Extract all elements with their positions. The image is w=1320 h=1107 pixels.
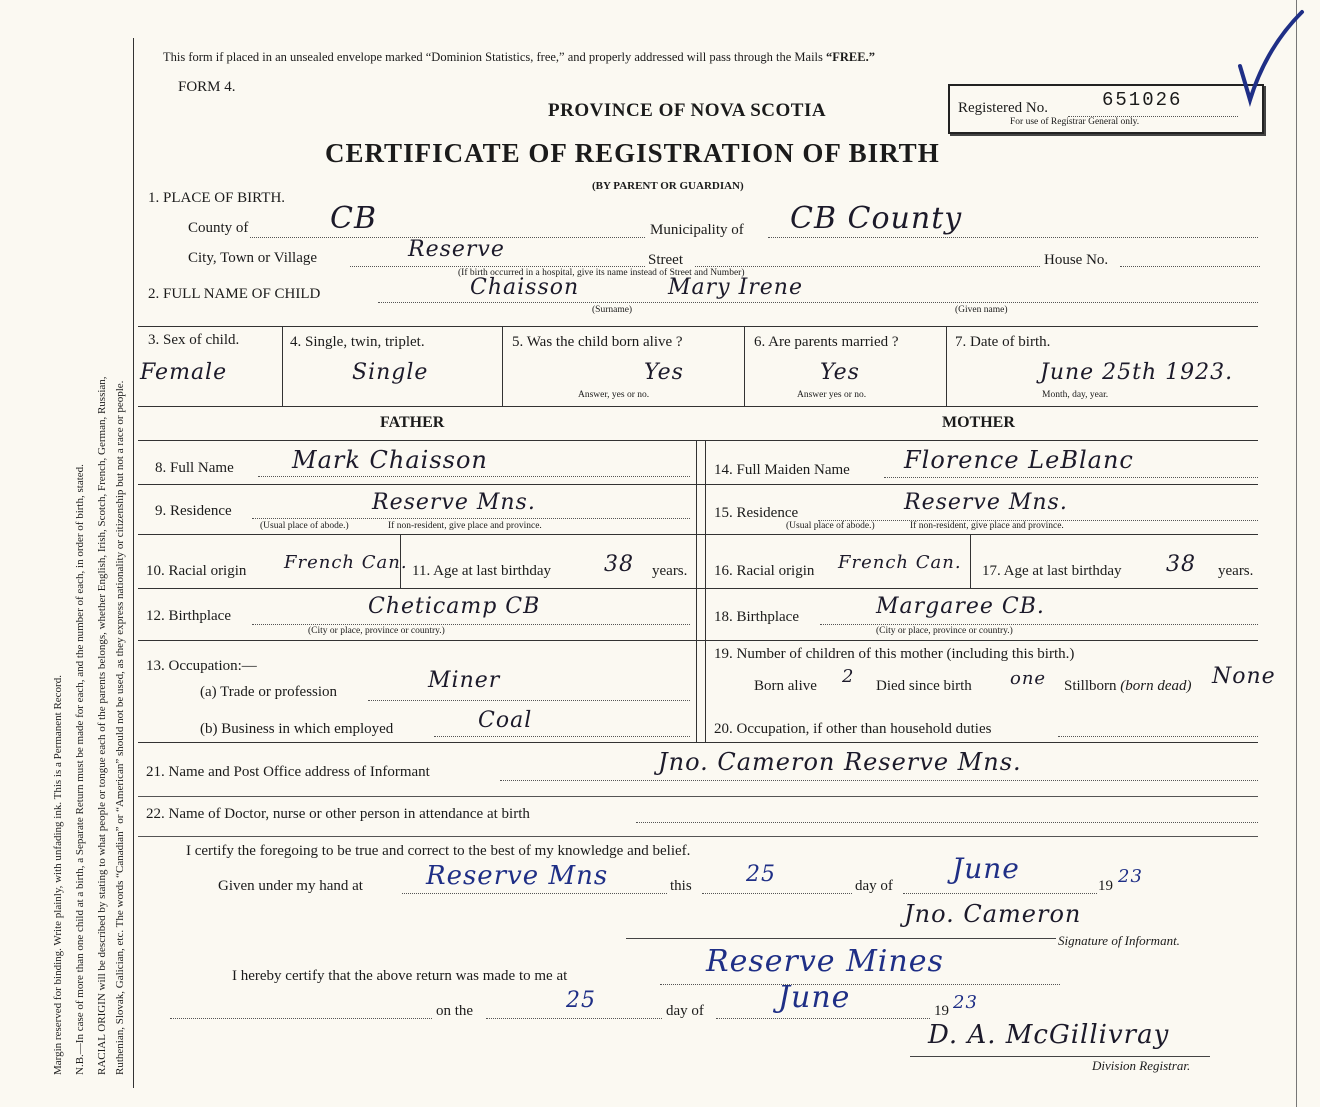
child-surname: Chaisson — [470, 275, 580, 300]
place-of-birth-label: 1. PLACE OF BIRTH. — [148, 190, 286, 206]
form-number: FORM 4. — [178, 79, 236, 95]
given-month: June — [952, 852, 1020, 885]
margin-note-2: N.B.—In case of more than one child at a birth, a Separate Return must be made for each, and the number of each, in order of birth, stated. — [74, 464, 86, 1075]
postal-note: This form if placed in an unsealed envelope marked “Dominion Statistics, free,” and properly addressed will pass through the Mails “FREE.” — [163, 50, 875, 64]
given-day: 25 — [746, 862, 776, 887]
father-racial-value: French Can. — [284, 552, 408, 573]
alive-value: Yes — [644, 360, 684, 385]
registered-note: For use of Registrar General only. — [1010, 117, 1140, 127]
month-line — [903, 893, 1097, 894]
street-label: Street — [648, 252, 683, 268]
mother-birthplace-line — [820, 624, 1258, 625]
given-label: Given under my hand at — [218, 878, 363, 894]
occupation-label: 13. Occupation:— — [146, 658, 257, 674]
mother-occupation-line — [1058, 736, 1258, 737]
trade-label: (a) Trade or profession — [200, 684, 338, 700]
informant-signature-line — [626, 938, 1056, 939]
mother-name-value: Florence LeBlanc — [904, 446, 1134, 474]
municipality-value: CB County — [790, 201, 963, 236]
born-alive-label: Born alive — [754, 678, 817, 694]
house-label: House No. — [1044, 252, 1109, 268]
informant-line — [500, 780, 1258, 781]
city-label: City, Town or Village — [188, 250, 318, 266]
informant-label: 21. Name and Post Office address of Informant — [146, 764, 430, 780]
sex-label: 3. Sex of child. — [148, 332, 240, 348]
father-residence-value: Reserve Mns. — [372, 490, 536, 515]
rule-informant — [138, 796, 1258, 797]
mother-age-label: 17. Age at last birthday — [982, 563, 1122, 579]
margin-note-3: RACIAL ORIGIN will be described by stating to what people or tongue each of the parents belongs, whether English, Irish, Scotch, French, German, Russian, — [96, 376, 108, 1075]
page-subtitle: (BY PARENT OR GUARDIAN) — [592, 180, 744, 192]
father-residence-line — [252, 518, 690, 519]
day-of-label-2: day of — [666, 1003, 704, 1019]
mother-name-line — [884, 477, 1258, 478]
children-label: 19. Number of children of this mother (including this birth.) — [714, 646, 1075, 662]
day-of-label: day of — [855, 878, 893, 894]
rule-age-m — [970, 534, 971, 588]
father-birthplace-caption: (City or place, province or country.) — [308, 626, 445, 636]
rule-row3-v3 — [744, 326, 745, 406]
sex-value: Female — [140, 360, 228, 385]
mother-birthplace-value: Margaree CB. — [876, 594, 1045, 619]
on-month-line — [716, 1018, 930, 1019]
surname-caption: (Surname) — [592, 305, 633, 315]
mother-birthplace-caption: (City or place, province or country.) — [876, 626, 1013, 636]
registered-box — [948, 84, 1264, 134]
dob-caption: Month, day, year. — [1042, 390, 1109, 400]
business-value: Coal — [478, 708, 533, 733]
mother-residence-value: Reserve Mns. — [904, 490, 1068, 515]
municipality-line — [768, 237, 1258, 238]
on-left-line — [170, 1018, 432, 1019]
rule-row3-bottom — [138, 406, 1258, 407]
rule-p4 — [138, 640, 1258, 641]
died-label: Died since birth — [876, 678, 972, 694]
registrar-signature: D. A. McGillivray — [928, 1020, 1170, 1050]
rule-bottom-parents — [138, 742, 1258, 743]
mother-name-label: 14. Full Maiden Name — [714, 462, 850, 478]
single-value: Single — [352, 360, 429, 385]
county-value: CB — [330, 201, 377, 236]
rule-parent-divider2 — [705, 440, 706, 742]
rule-parent-divider — [696, 440, 697, 742]
child-given-name: Mary Irene — [668, 275, 803, 300]
father-birthplace-value: Cheticamp CB — [368, 594, 541, 619]
mother-occupation-label: 20. Occupation, if other than household duties — [714, 721, 992, 737]
certify-text: I certify the foregoing to be true and correct to the best of my knowledge and belief. — [186, 843, 691, 859]
mother-usual-caption: (Usual place of abode.) — [786, 521, 875, 531]
dob-value: June 25th 1923. — [1040, 360, 1234, 385]
rule-parent-head — [138, 440, 1258, 441]
married-label: 6. Are parents married ? — [754, 334, 899, 350]
father-residence-label: 9. Residence — [155, 503, 232, 519]
hereby-place: Reserve Mines — [706, 944, 944, 979]
signature-caption: Signature of Informant. — [1058, 933, 1180, 948]
mother-years: years. — [1218, 563, 1254, 579]
father-heading: FATHER — [380, 414, 445, 431]
rule-row3-v2 — [502, 326, 503, 406]
rule-doctor — [138, 836, 1258, 837]
rule-row3-v1 — [282, 326, 283, 406]
father-name-label: 8. Full Name — [155, 460, 234, 476]
on-month: June — [778, 980, 851, 1015]
doctor-line — [636, 822, 1258, 823]
year-prefix-2: 19 — [934, 1003, 949, 1019]
margin-rule — [133, 38, 134, 1088]
on-year: 23 — [953, 992, 978, 1013]
informant-value: Jno. Cameron Reserve Mns. — [658, 748, 1022, 776]
born-alive-value: 2 — [842, 666, 855, 687]
checkmark-icon — [1236, 8, 1306, 112]
given-year: 23 — [1118, 866, 1143, 887]
single-label: 4. Single, twin, triplet. — [290, 334, 425, 350]
day-line — [702, 893, 852, 894]
registered-number: 651026 — [1102, 89, 1183, 111]
died-value: one — [1010, 668, 1047, 689]
father-nonres-caption: If non-resident, give place and province. — [388, 521, 542, 531]
on-day-line — [486, 1018, 662, 1019]
married-value: Yes — [820, 360, 860, 385]
hospital-note: (If birth occurred in a hospital, give its name instead of Street and Number) — [458, 268, 745, 278]
stillborn-value: None — [1212, 664, 1276, 689]
year-prefix: 19 — [1098, 878, 1113, 894]
father-racial-label: 10. Racial origin — [146, 563, 247, 579]
mother-age-value: 38 — [1166, 552, 1196, 577]
mother-racial-label: 16. Racial origin — [714, 563, 815, 579]
margin-note-4: Ruthenian, Slovak, Galician, etc. The words “Canadian” or “American” should not be used, as they express nationality or citizenship but not a race or people. — [114, 380, 126, 1075]
father-birthplace-label: 12. Birthplace — [146, 608, 231, 624]
page-title: CERTIFICATE OF REGISTRATION OF BIRTH — [325, 138, 940, 168]
father-name-line — [258, 476, 690, 477]
city-value: Reserve — [408, 237, 505, 262]
city-line — [350, 266, 645, 267]
rule-p1 — [138, 484, 1258, 485]
municipality-label: Municipality of — [650, 222, 744, 238]
mother-racial-value: French Can. — [838, 552, 962, 573]
father-age-value: 38 — [604, 552, 634, 577]
registrar-signature-line — [910, 1056, 1210, 1057]
father-years: years. — [652, 563, 688, 579]
county-label: County of — [188, 220, 249, 236]
this-label: this — [670, 878, 692, 894]
business-line — [434, 736, 690, 737]
province-heading: PROVINCE OF NOVA SCOTIA — [548, 100, 827, 121]
mother-residence-label: 15. Residence — [714, 505, 799, 521]
street-line — [695, 266, 1040, 267]
registered-label: Registered No. — [958, 100, 1048, 116]
hereby-line — [660, 984, 1060, 985]
house-line — [1120, 266, 1260, 267]
rule-row3-top — [138, 326, 1258, 327]
informant-signature: Jno. Cameron — [904, 900, 1082, 928]
father-name-value: Mark Chaisson — [292, 446, 488, 474]
trade-line — [368, 700, 690, 701]
given-place: Reserve Mns — [426, 861, 609, 891]
father-age-label: 11. Age at last birthday — [412, 563, 551, 579]
on-day: 25 — [566, 988, 596, 1013]
rule-row3-v4 — [946, 326, 947, 406]
business-label: (b) Business in which employed — [200, 721, 394, 737]
dob-label: 7. Date of birth. — [955, 334, 1051, 350]
mother-birthplace-label: 18. Birthplace — [714, 609, 799, 625]
father-usual-caption: (Usual place of abode.) — [260, 521, 349, 531]
on-the-label: on the — [436, 1003, 474, 1019]
stillborn-label: Stillborn (born dead) — [1064, 678, 1192, 694]
given-place-line — [402, 893, 667, 894]
alive-label: 5. Was the child born alive ? — [512, 334, 683, 350]
child-name-label: 2. FULL NAME OF CHILD — [148, 286, 321, 302]
rule-p2 — [138, 534, 1258, 535]
right-edge-rule — [1296, 0, 1297, 1107]
rule-p3 — [138, 588, 1258, 589]
hereby-label: I hereby certify that the above return was made to me at — [232, 968, 568, 984]
mother-nonres-caption: If non-resident, give place and province. — [910, 521, 1064, 531]
married-caption: Answer yes or no. — [797, 390, 867, 400]
doctor-label: 22. Name of Doctor, nurse or other person in attendance at birth — [146, 806, 530, 822]
trade-value: Miner — [428, 668, 501, 693]
registrar-caption: Division Registrar. — [1092, 1058, 1191, 1073]
margin-note-1: Margin reserved for binding. Write plainly, with unfading ink. This is a Permanent Record. — [52, 675, 64, 1075]
father-birthplace-line — [252, 624, 690, 625]
mother-heading: MOTHER — [942, 414, 1015, 431]
alive-caption: Answer, yes or no. — [578, 390, 650, 400]
given-caption: (Given name) — [955, 305, 1008, 315]
child-name-line — [378, 302, 1258, 303]
